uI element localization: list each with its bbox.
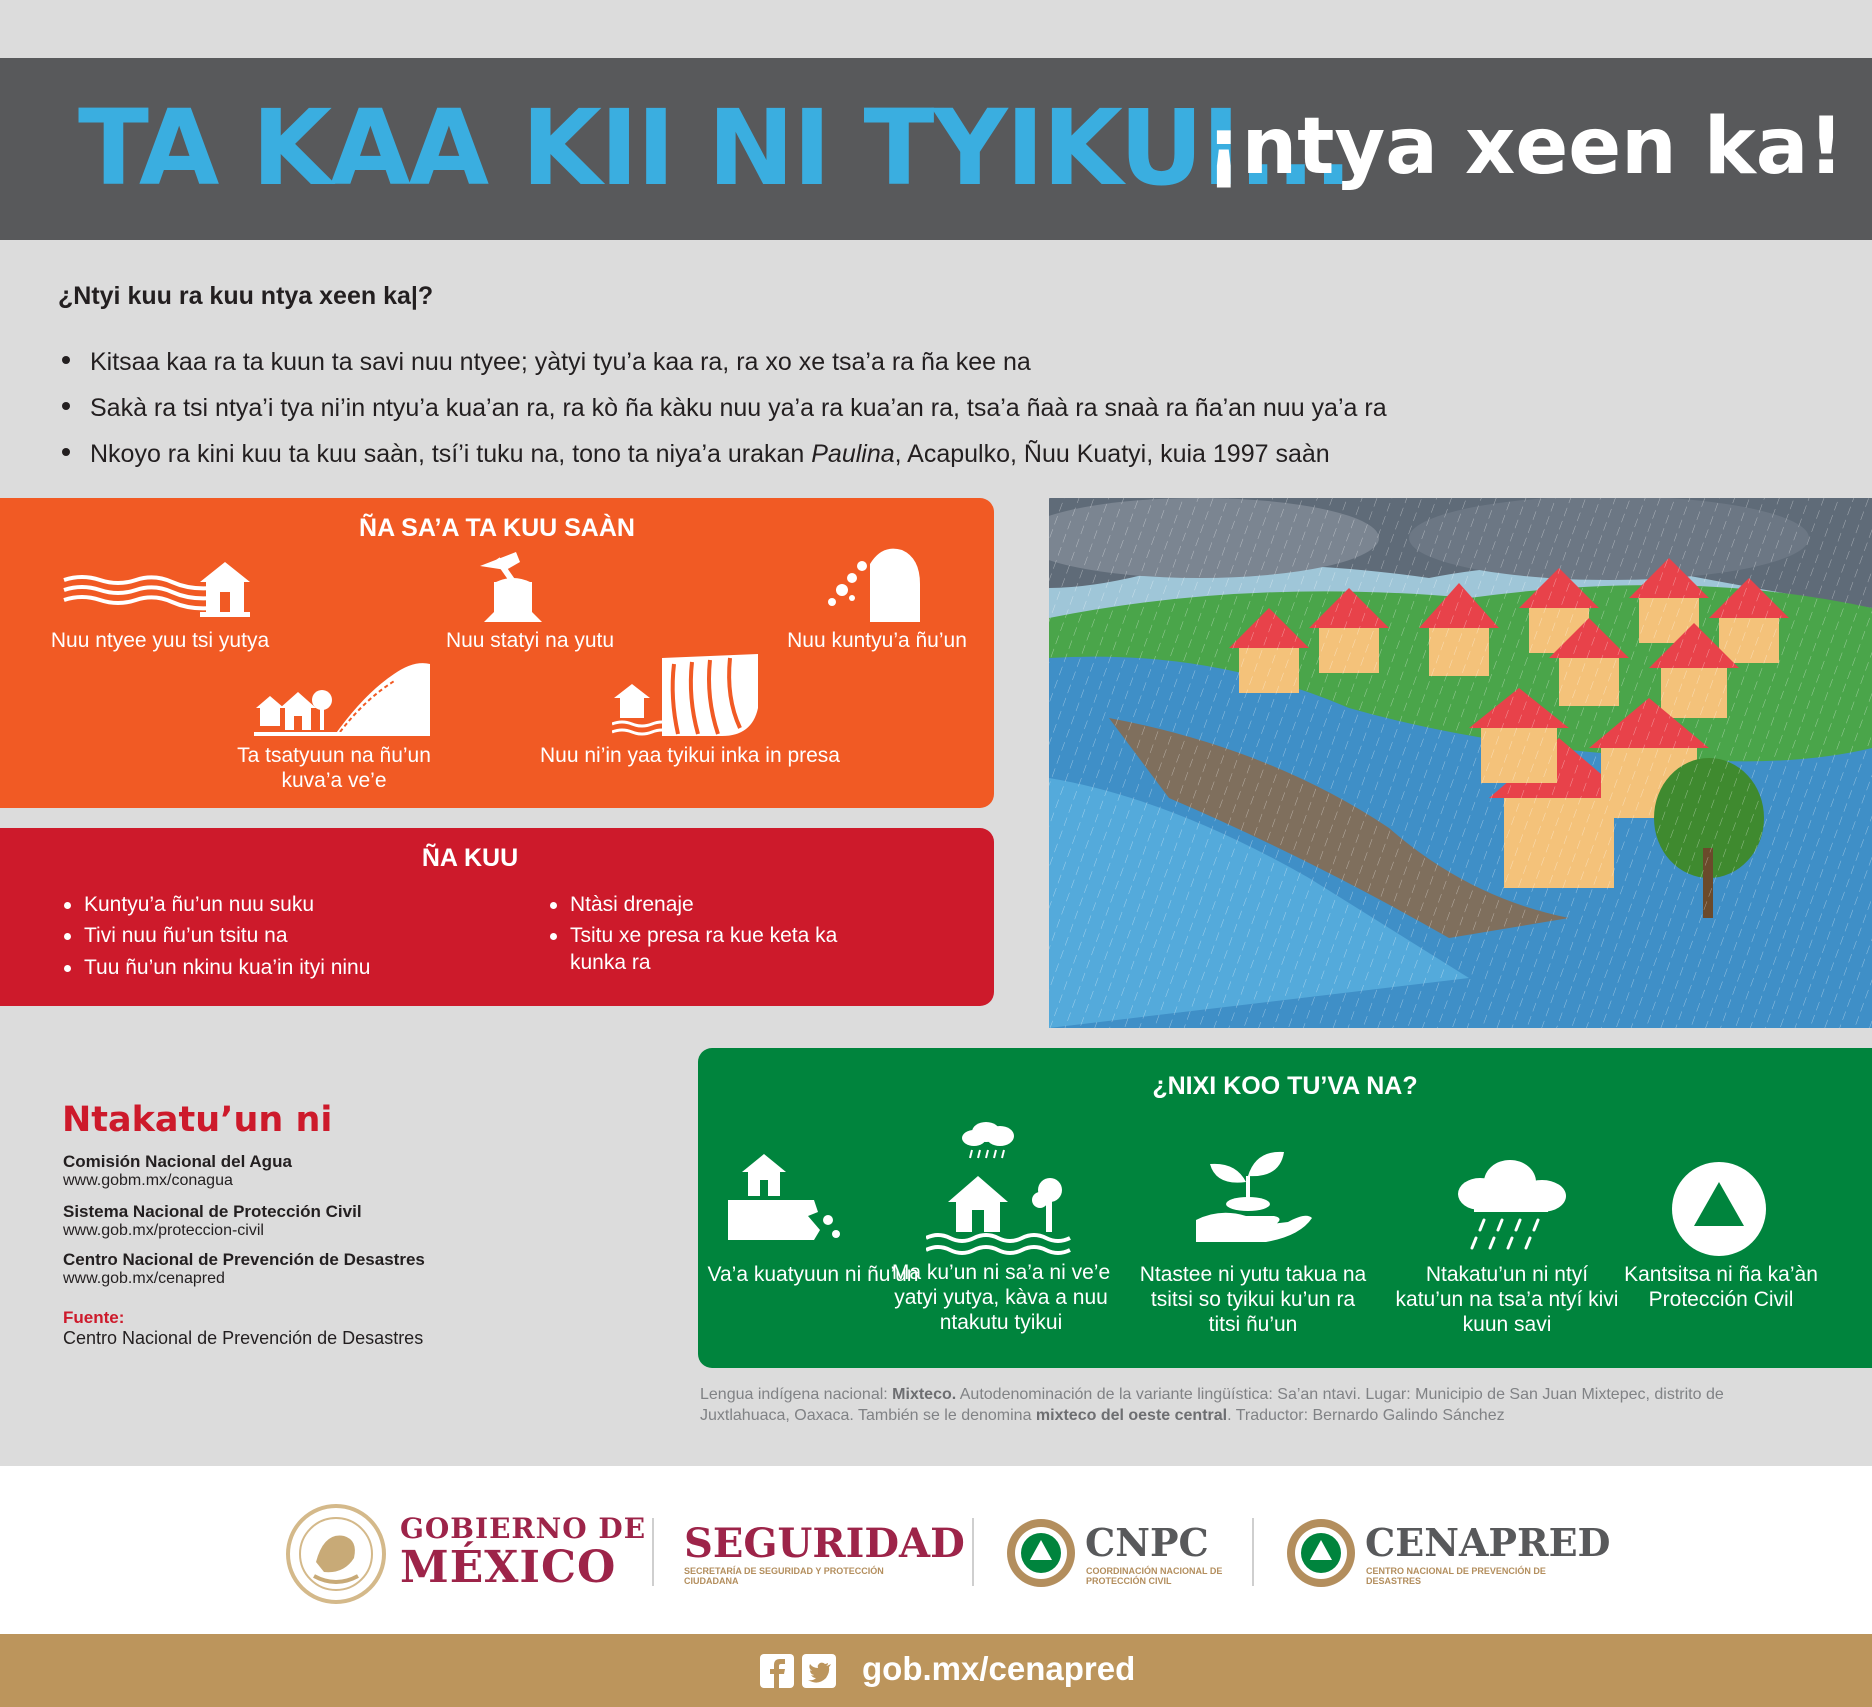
cnpc-logo-text: CNPC xyxy=(1085,1520,1209,1565)
national-seal-icon xyxy=(284,1502,388,1606)
causes-title: ÑA SA’A TA KUU SAÀN xyxy=(359,514,635,542)
website-link[interactable]: gob.mx/cenapred xyxy=(862,1650,1136,1687)
actions-title: ¿NIXI KOO TU’VA NA? xyxy=(1152,1072,1418,1100)
action-label: Ma ku’un ni sa’a ni ve’e yatyi yutya, kàva a nuu ntakutu tyikui xyxy=(891,1261,1111,1335)
contacts-title: Ntakatu’un ni xyxy=(62,1100,333,1140)
house-on-cliff-icon xyxy=(728,1150,848,1242)
page-title: TA KAA KII NI TYIKUI... xyxy=(78,87,1351,209)
house-flood-rain-icon xyxy=(926,1120,1076,1260)
source-value: Centro Nacional de Prevención de Desastres xyxy=(63,1328,424,1348)
twitter-icon[interactable] xyxy=(802,1654,836,1688)
seguridad-logo-text: SEGURIDAD xyxy=(684,1520,965,1567)
cenapred-logo-text: CENAPRED xyxy=(1365,1520,1611,1565)
actions-panel xyxy=(698,1048,1872,1368)
effects-list-right xyxy=(548,892,878,981)
gobierno-de-text: GOBIERNO DE xyxy=(400,1512,647,1545)
cnpc-subtitle: COORDINACIÓN NACIONAL DE PROTECCIÓN CIVIL xyxy=(1086,1566,1223,1587)
river-house-icon xyxy=(62,558,252,622)
contact-link[interactable]: www.gob.mx/proteccion-civil xyxy=(63,1222,264,1239)
rockfall-hill-icon xyxy=(822,544,922,624)
list-item: Tivi nuu ñu’un tsitu na xyxy=(62,923,502,949)
cause-label: Nuu statyi na yutu xyxy=(445,629,615,652)
intro-bullet: Nkoyo ra kini kuu ta kuu saàn, tsí’i tuku na, tono ta niya’a urakan Paulina, Acapulko, Ñuu Kuatyi, kuia 1997 saàn xyxy=(62,440,1330,469)
intro-question: ¿Ntyi kuu ra kuu ntya xeen ka|? xyxy=(58,282,434,310)
cause-label: Ta tsatyuun na ñu’un kuva’a ve’e xyxy=(237,744,431,793)
action-label: Kantsitsa ni ña ka’àn Protección Civil xyxy=(1624,1263,1818,1312)
contact-name: Centro Nacional de Prevención de Desastres xyxy=(63,1250,425,1269)
cenapred-emblem-icon xyxy=(1284,1516,1358,1590)
list-item: Tsitu xe presa ra kue keta ka kunka ra xyxy=(548,923,878,976)
causes-panel xyxy=(0,498,994,808)
list-item: Kuntyu’a ñu’un nuu suku xyxy=(62,892,502,918)
hillside-houses-icon xyxy=(254,654,434,738)
cause-label: Nuu ntyee yuu tsi yutya xyxy=(50,629,270,652)
list-item: Ntàsi drenaje xyxy=(548,892,878,918)
contact-name: Comisión Nacional del Agua xyxy=(63,1152,292,1171)
divider xyxy=(972,1518,974,1586)
action-label: Ntakatu’un ni ntyí katu’un na tsa’a ntyí kivi kuun savi xyxy=(1395,1263,1619,1337)
landslide-flood-illustration xyxy=(1049,498,1872,1028)
mexico-text: MÉXICO xyxy=(400,1542,617,1593)
source-label: Fuente: xyxy=(63,1308,125,1327)
cnpc-emblem-icon xyxy=(1004,1516,1078,1590)
contact-link[interactable]: www.gob.mx/cenapred xyxy=(63,1270,225,1287)
facebook-icon[interactable] xyxy=(760,1654,794,1688)
cenapred-subtitle: CENTRO NACIONAL DE PREVENCIÓN DE DESASTRES xyxy=(1366,1566,1546,1587)
intro-bullet: Kitsaa kaa ra ta kuun ta savi nuu ntyee; yàtyi tyu’a kaa ra, ra xo xe tsa’a ra ña kee na xyxy=(62,348,1031,377)
language-note: Lengua indígena nacional: Mixteco. Autodenominación de la variante lingüística: Sa’an ntavi. Lugar: Municipio de San Juan Mixtepec, distrito de Juxtlahuaca, Oaxaca. También se le denomina mixteco del oeste central. Traductor: Bernardo Galindo Sánchez xyxy=(700,1386,1724,1424)
contact-link[interactable]: www.gobm.mx/conagua xyxy=(63,1172,233,1189)
divider xyxy=(652,1518,654,1586)
list-item: Tuu ñu’un nkinu kua’in ityi ninu xyxy=(62,955,502,981)
page-subtitle: ¡ntya xeen ka! xyxy=(1206,102,1844,192)
seguridad-subtitle: SECRETARÍA DE SEGURIDAD Y PROTECCIÓN CIUDADANA xyxy=(684,1566,884,1587)
intro-bullet: Sakà ra tsi ntya’i tya ni’in ntyu’a kua’an ra, ra kò ña kàku nuu ya’a ra kua’an ra, tsa’a ñaà ra snaà ra ña’an nuu ya’a ra xyxy=(62,394,1387,423)
effects-panel xyxy=(0,828,994,1006)
divider xyxy=(1252,1518,1254,1586)
cause-label: Nuu kuntyu’a ñu’un xyxy=(787,629,967,652)
cause-label: Nuu ni’in yaa tyikui inka in presa xyxy=(540,744,840,767)
action-label: Va’a kuatyuun ni ñu’un xyxy=(707,1263,919,1286)
dam-house-icon xyxy=(612,648,762,738)
effects-title: ÑA KUU xyxy=(421,844,519,872)
rain-cloud-icon xyxy=(1444,1158,1574,1258)
civil-protection-triangle-icon xyxy=(1670,1160,1768,1258)
effects-list-left xyxy=(62,892,502,986)
hand-sprout-icon xyxy=(1196,1148,1314,1244)
contact-name: Sistema Nacional de Protección Civil xyxy=(63,1202,362,1221)
action-label: Ntastee ni yutu takua na tsitsi so tyikui ku’un ra titsi ñu’un xyxy=(1139,1263,1367,1337)
tree-stump-axe-icon xyxy=(476,548,550,624)
